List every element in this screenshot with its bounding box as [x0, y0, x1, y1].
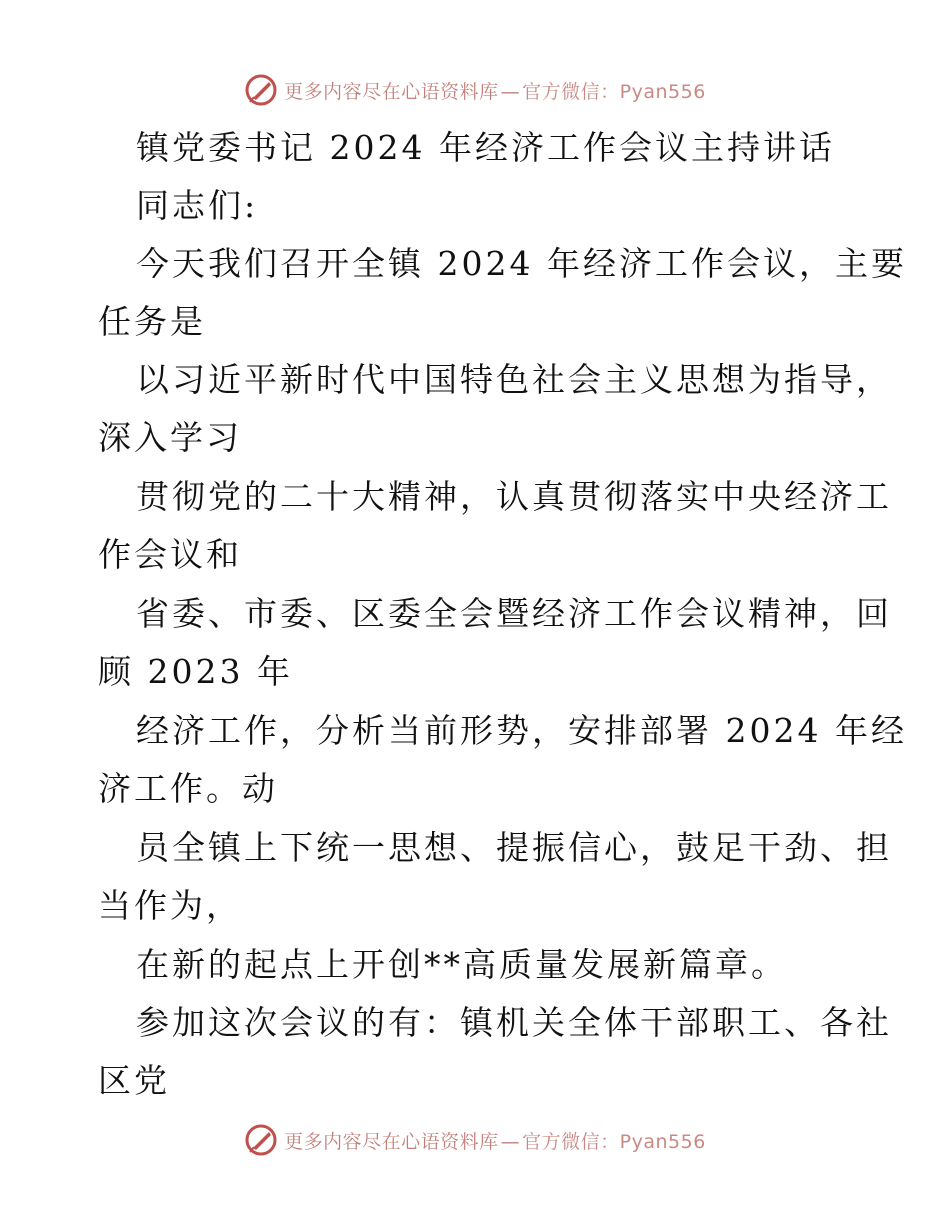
paragraph-line: 区党: [98, 1061, 170, 1100]
paragraph-line: 省委、市委、区委全会暨经济工作会议精神，回: [136, 594, 892, 633]
paragraph-line: 以习近平新时代中国特色社会主义思想为指导，: [136, 360, 892, 399]
paragraph-line: 任务是: [98, 302, 206, 341]
paragraph-line: 员全镇上下统一思想、提振信心，鼓足干劲、担: [136, 828, 892, 867]
paragraph-line: 顾 2023 年: [98, 652, 293, 691]
paragraph-line: 深入学习: [98, 418, 242, 457]
quill-logo-icon: [244, 73, 278, 107]
paragraph-line: 参加这次会议的有：镇机关全体干部职工、各社: [136, 1003, 892, 1042]
watermark-banner-bottom: [0, 1120, 950, 1160]
salutation: 同志们:: [136, 186, 259, 225]
paragraph-line: 今天我们召开全镇 2024 年经济工作会议，主要: [136, 244, 907, 283]
watermark-text: 更多内容尽在心语资料库 — 官方微信：Pyan556: [284, 80, 706, 103]
paragraph-line: 在新的起点上开创**高质量发展新篇章。: [136, 945, 787, 984]
paragraph-line: 作会议和: [98, 535, 242, 574]
paragraph-line: 经济工作，分析当前形势，安排部署 2024 年经: [136, 711, 907, 750]
paragraph-line: 济工作。动: [98, 769, 278, 808]
quill-logo-icon: [244, 1123, 278, 1157]
paragraph-line: 贯彻党的二十大精神，认真贯彻落实中央经济工: [136, 477, 892, 516]
watermark-banner-top: [0, 70, 950, 110]
paragraph-line: 当作为，: [98, 886, 242, 925]
document-title: 镇党委书记 2024 年经济工作会议主持讲话: [136, 128, 835, 167]
watermark-text: 更多内容尽在心语资料库 — 官方微信：Pyan556: [284, 1130, 706, 1153]
